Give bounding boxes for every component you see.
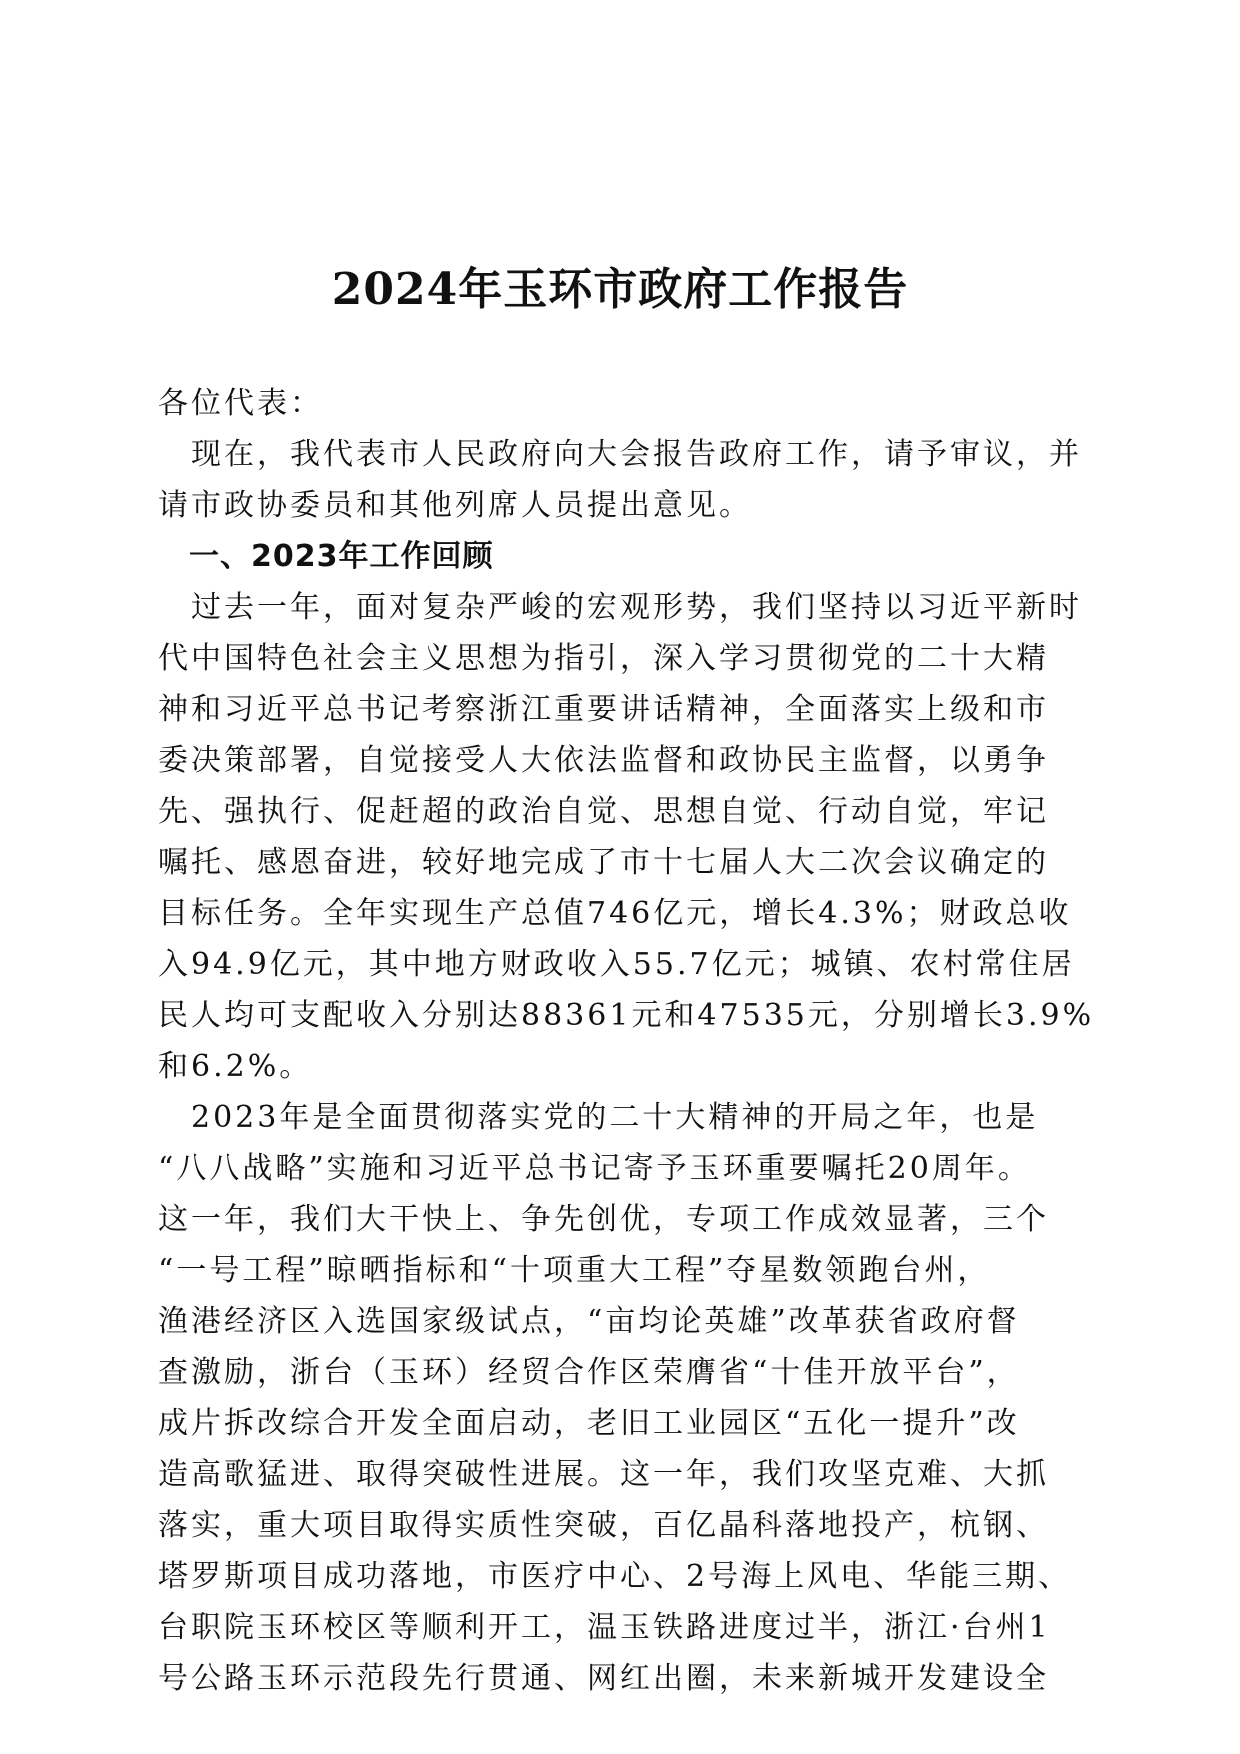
- salutation-line: 各位代表：: [158, 386, 323, 421]
- paragraph-line: 2023年是全面贯彻落实党的二十大精神的开局之年，也是: [158, 1100, 1039, 1135]
- document-title: 2024年玉环市政府工作报告: [331, 264, 909, 315]
- paragraph-line: “一号工程”晾晒指标和“十项重大工程”夺星数领跑台州，: [158, 1253, 991, 1288]
- paragraph-line: 请市政协委员和其他列席人员提出意见。: [158, 488, 752, 523]
- paragraph-line: 这一年，我们大干快上、争先创优，专项工作成效显著，三个: [158, 1202, 1049, 1237]
- paragraph-line: 入94.9亿元，其中地方财政收入55.7亿元；城镇、农村常住居: [158, 947, 1075, 982]
- paragraph-line: 民人均可支配收入分别达88361元和47535元，分别增长3.9%: [158, 998, 1095, 1033]
- paragraph-line: 造高歌猛进、取得突破性进展。这一年，我们攻坚克难、大抓: [158, 1457, 1049, 1492]
- paragraph-line: 神和习近平总书记考察浙江重要讲话精神，全面落实上级和市: [158, 692, 1049, 727]
- section-heading: 一、2023年工作回顾: [158, 539, 494, 574]
- paragraph-line: 先、强执行、促赶超的政治自觉、思想自觉、行动自觉，牢记: [158, 794, 1049, 829]
- paragraph-line: 查激励，浙台（玉环）经贸合作区荣膺省“十佳开放平台”，: [158, 1355, 1020, 1390]
- paragraph-line: 过去一年，面对复杂严峻的宏观形势，我们坚持以习近平新时: [158, 590, 1082, 625]
- paragraph-line: 落实，重大项目取得实质性突破，百亿晶科落地投产，杭钢、: [158, 1508, 1049, 1543]
- paragraph-line: 代中国特色社会主义思想为指引，深入学习贯彻党的二十大精: [158, 641, 1049, 676]
- paragraph-line: 委决策部署，自觉接受人大依法监督和政协民主监督，以勇争: [158, 743, 1049, 778]
- paragraph-line: 和6.2%。: [158, 1049, 313, 1084]
- paragraph-line: 塔罗斯项目成功落地，市医疗中心、2号海上风电、华能三期、: [158, 1559, 1072, 1594]
- paragraph-line: 嘱托、感恩奋进，较好地完成了市十七届人大二次会议确定的: [158, 845, 1049, 880]
- paragraph-line: 现在，我代表市人民政府向大会报告政府工作，请予审议，并: [158, 437, 1082, 472]
- paragraph-line: 目标任务。全年实现生产总值746亿元，增长4.3%；财政总收: [158, 896, 1072, 931]
- paragraph-line: 号公路玉环示范段先行贯通、网红出圈，未来新城开发建设全: [158, 1661, 1049, 1696]
- paragraph-line: 成片拆改综合开发全面启动，老旧工业园区“五化一提升”改: [158, 1406, 1020, 1441]
- paragraph-line: “八八战略”实施和习近平总书记寄予玉环重要嘱托20周年。: [158, 1151, 1031, 1186]
- paragraph-line: 渔港经济区入选国家级试点，“亩均论英雄”改革获省政府督: [158, 1304, 1020, 1339]
- document-body: [158, 378, 1095, 1704]
- paragraph-line: 台职院玉环校区等顺利开工，温玉铁路进度过半，浙江·台州1: [158, 1610, 1051, 1645]
